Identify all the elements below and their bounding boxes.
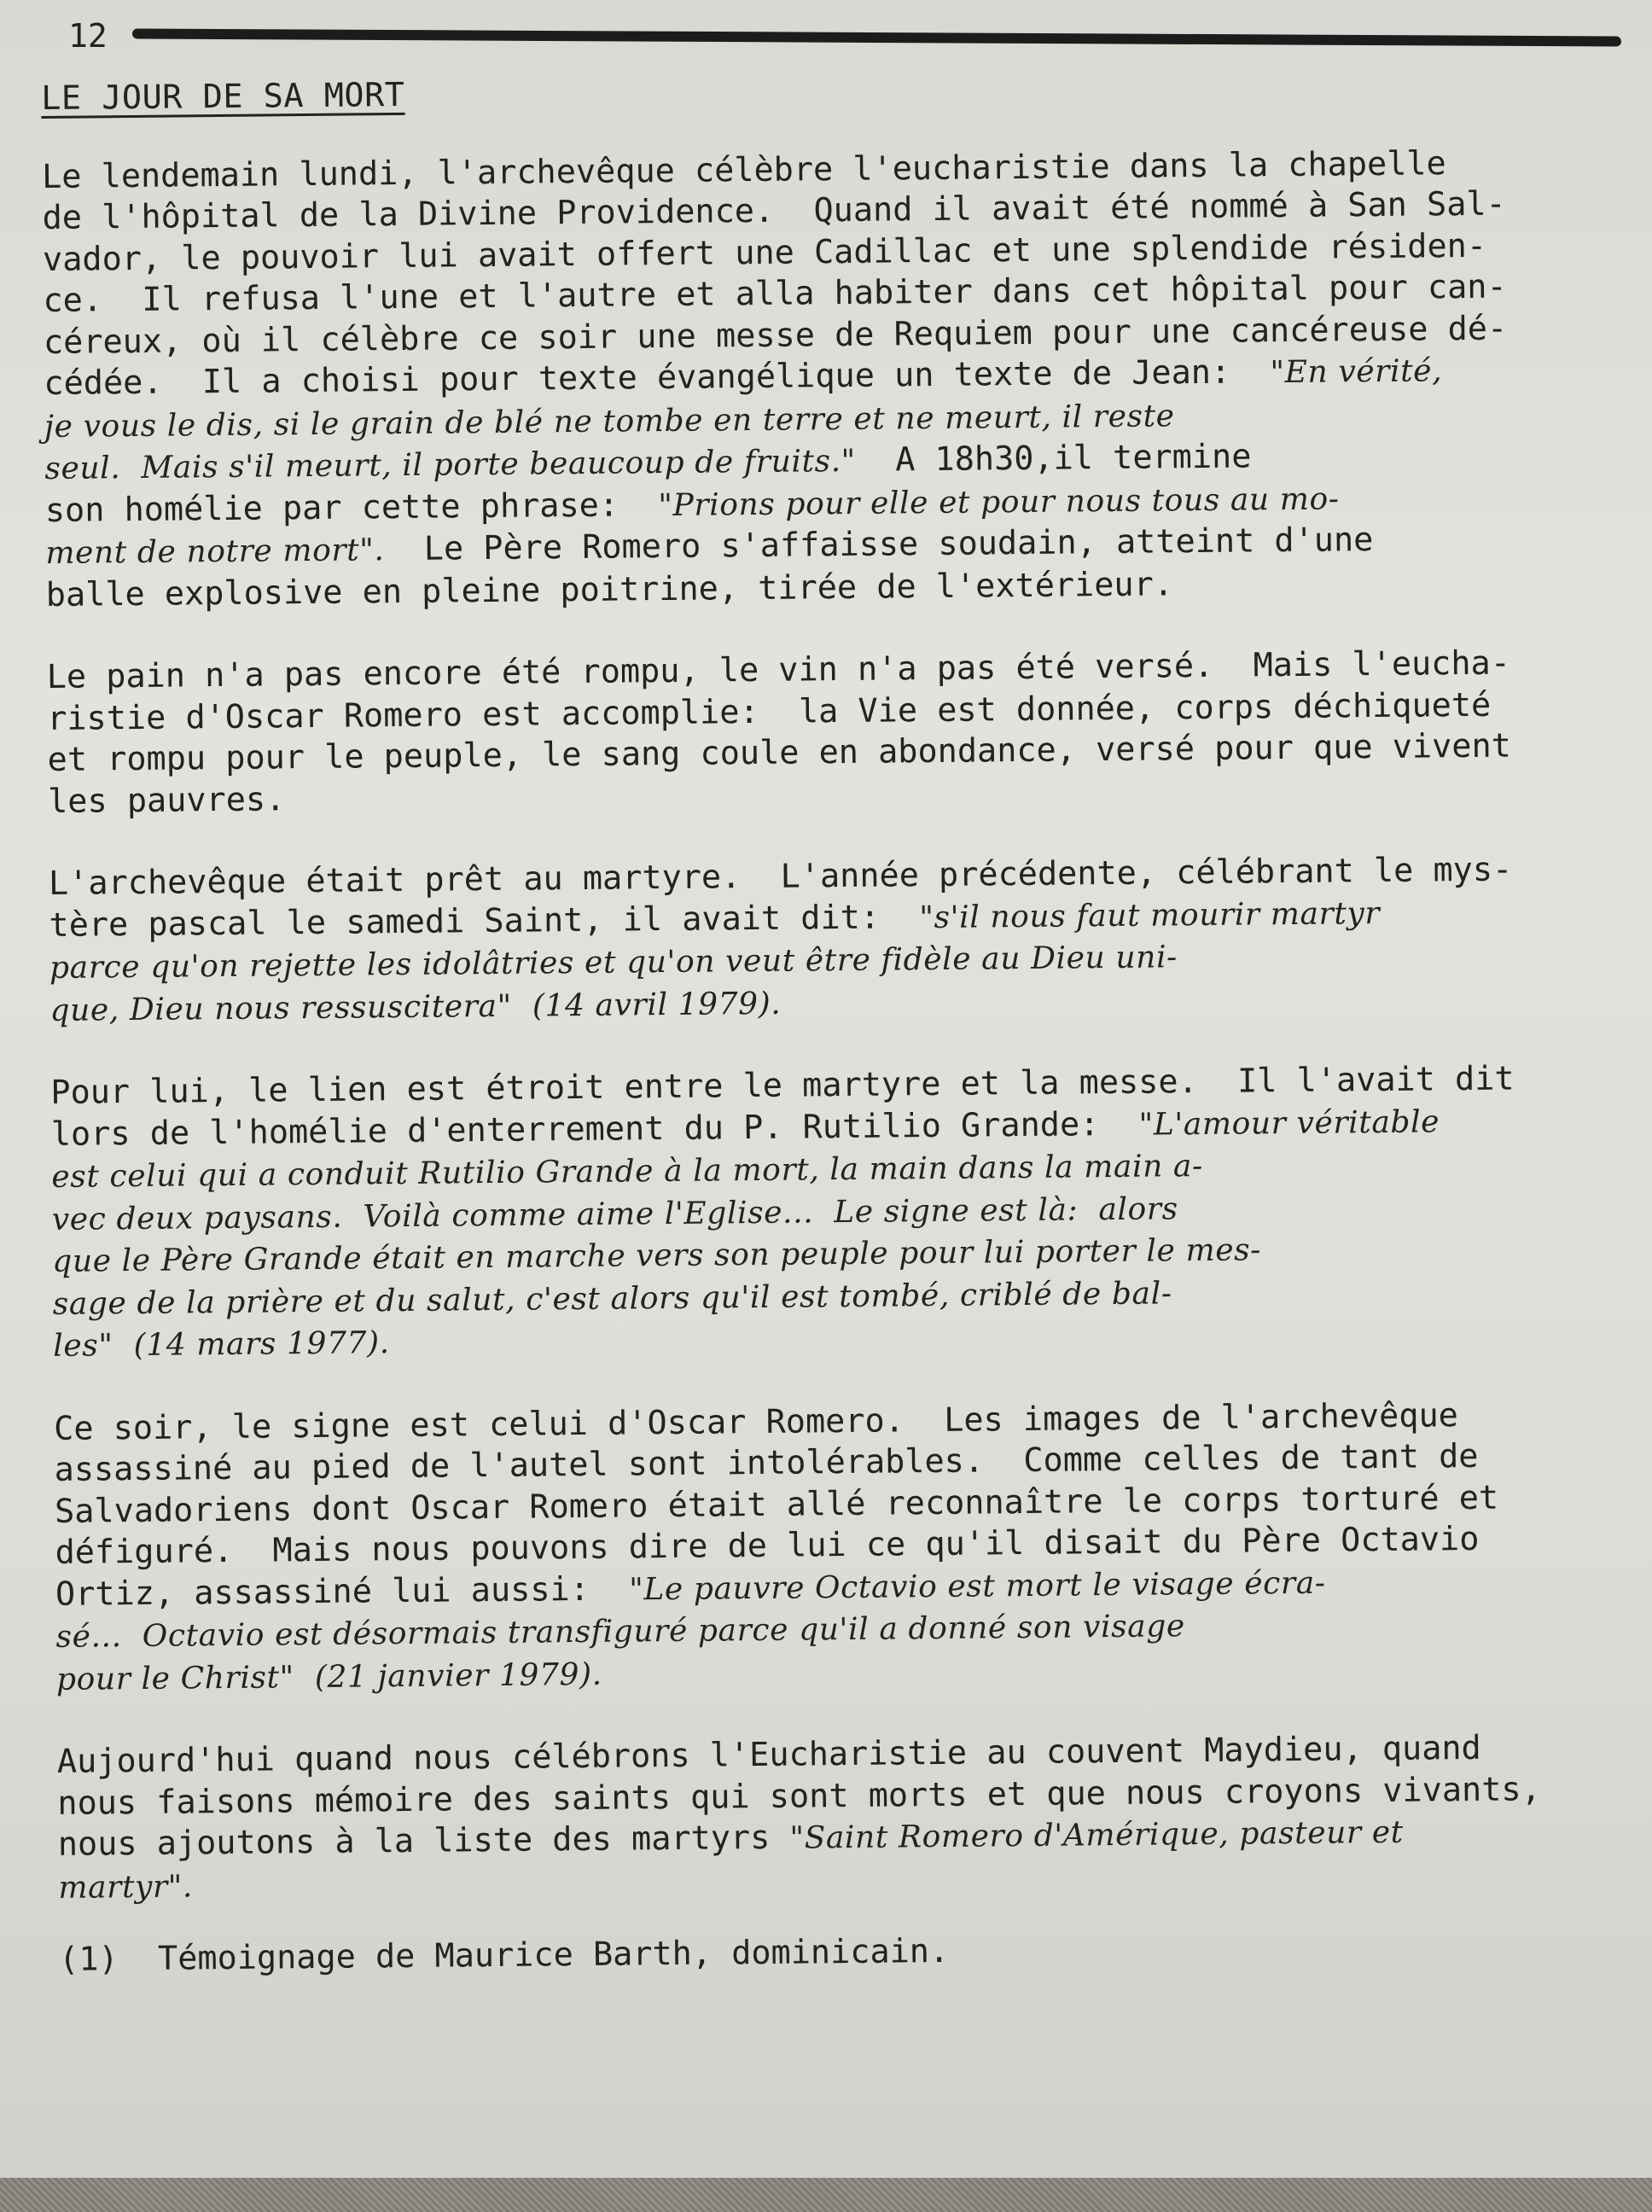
quote-text: martyr". bbox=[58, 1868, 194, 1906]
body-text: Le lendemain lundi, l'archevêque célèbre l'eucharistie dans la chapelle bbox=[41, 143, 1446, 196]
quote-text: que le Père Grande était en marche vers son peuple pour lui porter le mes- bbox=[52, 1232, 1262, 1279]
background-surface bbox=[0, 2178, 1652, 2212]
body-text: Ce soir, le signe est celui d'Oscar Romero. Les images de l'archevêque bbox=[53, 1395, 1459, 1448]
body-text: ristie d'Oscar Romero est accomplie: la Vie est donnée, corps déchiqueté bbox=[46, 685, 1492, 738]
body-text: Pour lui, le lien est étroit entre le martyre et la messe. Il l'avait dit bbox=[50, 1059, 1515, 1112]
quote-text: ment de notre mort". bbox=[45, 533, 385, 571]
body-text: céreux, où il célèbre ce soir une messe de Requiem pour une cancéreuse dé- bbox=[43, 309, 1508, 362]
quote-text: sage de la prière et du salut, c'est alors qu'il est tombé, criblé de bal- bbox=[52, 1275, 1172, 1322]
body-text: ce. Il refusa l'une et l'autre et alla habiter dans cet hôpital pour can- bbox=[43, 267, 1507, 320]
paragraph bbox=[42, 142, 1582, 616]
paragraph bbox=[57, 1727, 1595, 1909]
body-text: vador, le pouvoir lui avait offert une Cadillac et une splendide résiden- bbox=[42, 226, 1487, 279]
quote-text: que, Dieu nous ressuscitera" (14 avril 1979). bbox=[49, 986, 782, 1028]
quote-text: "L'amour véritable bbox=[1138, 1103, 1440, 1143]
header-rule bbox=[132, 28, 1621, 46]
body-text: défiguré. Mais nous pouvons dire de lui ce qu'il disait du Père Octavio bbox=[55, 1519, 1480, 1572]
quote-text: "Prions pour elle et pour nous tous au mo- bbox=[658, 480, 1340, 523]
page-number: 12 bbox=[68, 17, 108, 55]
body-text: de l'hôpital de la Divine Providence. Quand il avait été nommé à San Sal- bbox=[42, 184, 1506, 237]
paragraph bbox=[54, 1394, 1592, 1701]
quote-text: "Saint Romero d'Amérique, pasteur et bbox=[789, 1814, 1404, 1856]
quote-text: seul. Mais s'il meurt, il porte beaucoup de fruits." bbox=[44, 443, 857, 486]
paragraph bbox=[47, 643, 1585, 823]
body-text: Aujourd'hui quand nous célébrons l'Eucharistie au couvent Maydieu, quand bbox=[56, 1728, 1481, 1781]
body-text: Le pain n'a pas encore été rompu, le vin n'a pas été versé. Mais l'eucha- bbox=[46, 643, 1511, 696]
body-text: son homélie par cette phrase: bbox=[44, 485, 659, 530]
body-text: et rompu pour le peuple, le sang coule en abondance, versé pour que vivent bbox=[47, 726, 1512, 779]
body-text: Salvadoriens dont Oscar Romero était allé reconnaître le corps torturé et bbox=[54, 1478, 1499, 1531]
quote-text: sé... Octavio est désormais transfiguré parce qu'il a donné son visage bbox=[55, 1609, 1185, 1655]
body-text: A 18h30,il termine bbox=[855, 437, 1252, 480]
paragraphs bbox=[42, 142, 1595, 1909]
paragraph bbox=[49, 849, 1586, 1032]
body-text: Le Père Romero s'affaisse soudain, atteint d'une bbox=[384, 521, 1374, 569]
body-text: nous faisons mémoire des saints qui sont morts et que nous croyons vivants, bbox=[57, 1769, 1541, 1823]
quote-text: "En vérité, bbox=[1270, 353, 1443, 391]
quote-text: vec deux paysans. Voilà comme aime l'Eglise... Le signe est là: alors bbox=[51, 1190, 1178, 1237]
body-text: L'archevêque était prêt au martyre. L'année précédente, célébrant le mys- bbox=[48, 850, 1513, 903]
paragraph bbox=[50, 1058, 1589, 1368]
page-header bbox=[68, 12, 1553, 63]
quote-text: pour le Christ" (21 janvier 1979). bbox=[55, 1656, 602, 1697]
body-text: les pauvres. bbox=[47, 779, 286, 821]
quote-text: "Le pauvre Octavio est mort le visage écra- bbox=[629, 1565, 1326, 1607]
footnote: (1) Témoignage de Maurice Barth, dominicain. bbox=[58, 1931, 950, 1979]
body-text: balle explosive en pleine poitrine, tirée de l'extérieur. bbox=[45, 564, 1174, 614]
section-title: LE JOUR DE SA MORT bbox=[41, 75, 405, 118]
quote-text: les" (14 mars 1977). bbox=[53, 1325, 390, 1364]
quote-text: parce qu'on rejette les idolâtries et qu'on veut être fidèle au Dieu uni- bbox=[49, 940, 1178, 986]
quote-text: "s'il nous faut mourir martyr bbox=[919, 895, 1381, 935]
body-text: nous ajoutons à la liste des martyrs bbox=[57, 1818, 790, 1864]
body-text: assassiné au pied de l'autel sont intolérables. Comme celles de tant de bbox=[54, 1436, 1479, 1489]
body-text: lors de l'homélie d'enterrement du P. Rutilio Grande: bbox=[50, 1104, 1139, 1154]
quote-text: je vous le dis, si le grain de blé ne tombe en terre et ne meurt, il reste bbox=[44, 398, 1175, 445]
body-text: Ortiz, assassiné lui aussi: bbox=[55, 1569, 630, 1614]
body-text: tère pascal le samedi Saint, il avait dit: bbox=[49, 897, 920, 945]
quote-text: est celui qui a conduit Rutilio Grande à la mort, la main dans la main a- bbox=[51, 1148, 1203, 1195]
body-text: cédée. Il a choisi pour texte évangélique un texte de Jean: bbox=[44, 352, 1271, 403]
article-body bbox=[41, 64, 1596, 2023]
